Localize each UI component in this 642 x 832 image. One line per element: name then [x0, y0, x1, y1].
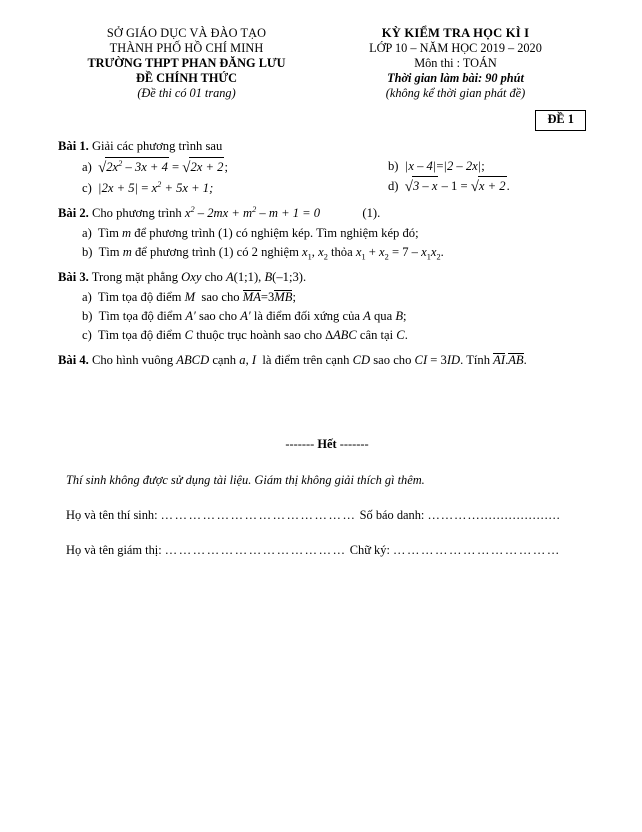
item-terminator: ;: [224, 160, 228, 175]
can-tai: cân tại: [359, 327, 394, 342]
abs-bar: |: [433, 159, 436, 173]
header-page-count-line: (Đề thi có 01 trang): [137, 86, 236, 100]
equals-sign: =: [436, 159, 444, 173]
point-B: B: [264, 269, 273, 284]
p4-pre: Cho hình vuông: [91, 352, 174, 367]
dot-product-operator: .: [505, 352, 509, 367]
abs-bar: |: [98, 181, 102, 196]
item-marker-b: b): [82, 308, 93, 323]
exam-code-row: [0, 110, 642, 131]
abs-bar: |: [405, 159, 408, 173]
signature-dots[interactable]: ………………………………: [393, 542, 561, 557]
var-m: m: [122, 226, 132, 241]
header-left-column: [52, 26, 321, 101]
invigilator-name-label: Họ và tên giám thị:: [66, 542, 162, 557]
plane-oxy: Oxy: [181, 269, 202, 284]
problem-4-label: Bài 4.: [58, 352, 89, 367]
segment-CI: CI: [414, 352, 428, 367]
sqrt-icon: [98, 157, 169, 179]
sqrt-argument: $2x^2 - 3x + 4$: [105, 157, 169, 177]
equals-sign: =: [141, 181, 149, 196]
comma: ,: [258, 269, 262, 284]
invigilator-name-dots[interactable]: …………………………………: [164, 542, 347, 557]
point-I: I: [251, 352, 257, 367]
point-A: A: [225, 269, 234, 284]
tinh-word: . Tính: [460, 352, 491, 367]
het-word: Hết: [317, 436, 337, 451]
root-x1: $x_1$: [302, 245, 312, 262]
sqrt-icon: [182, 157, 224, 179]
relation-x1x2: $x_1x_2$: [421, 245, 441, 262]
radical-sign: √: [404, 178, 413, 195]
sqrt-icon: [471, 176, 507, 198]
abs-bar: |: [478, 159, 481, 173]
problem-1-item-b: [388, 157, 596, 176]
problem-2-equation-tag: (1): [362, 206, 378, 221]
header-subject: Môn thi : TOÁN: [414, 56, 497, 71]
item-marker-a: a): [82, 289, 92, 304]
segment-ID: ID: [446, 352, 461, 367]
root-x2: $x_2$: [318, 245, 328, 262]
absolute-value-group: [405, 157, 437, 176]
plus-sign: +: [368, 245, 376, 260]
item-marker-c: c): [82, 327, 92, 342]
item-terminator: ;: [403, 308, 407, 323]
exam-content: [0, 138, 642, 558]
abs-bar: |: [443, 159, 447, 173]
exam-rules-note: Thí sinh không được sử dụng tài liệu. Giám thị không giải thích gì thêm.: [66, 472, 425, 487]
header-grade-year: LỚP 10 – NĂM HỌC 2019 – 2020: [369, 41, 542, 56]
side-a: a: [239, 352, 246, 367]
problem-1-items: [58, 157, 596, 198]
segment-CD: CD: [352, 352, 371, 367]
p4-mid: là điểm trên cạnh: [262, 352, 350, 367]
problem-2: [58, 205, 596, 262]
problem-3-item-a: [58, 288, 596, 307]
point-M: M: [184, 289, 196, 304]
item-marker-a: a): [82, 160, 92, 175]
item-terminator: .: [440, 245, 444, 260]
problem-2-equation: $x^2 - 2mx + m^2 - m + 1 = 0$: [184, 205, 321, 221]
problem-2-item-b-mid: để phương trình (1) có 2 nghiệm: [135, 245, 299, 260]
signature-label: Chữ ký:: [349, 542, 390, 557]
candidate-number-dots[interactable]: …………....................: [427, 507, 561, 522]
candidate-name-label: Họ và tên thí sinh:: [66, 507, 158, 522]
problem-1-item-a: [58, 157, 388, 179]
page-header: [0, 0, 642, 101]
problem-3-label: Bài 3.: [58, 269, 89, 284]
header-city-line: THÀNH PHỐ HỒ CHÍ MINH: [109, 41, 264, 55]
abs-bar: |: [135, 181, 138, 196]
thoa-word: thỏa: [331, 245, 353, 260]
sqrt-argument: x + 2: [478, 176, 507, 196]
problem-3-pre: Trong mặt phẳng: [91, 269, 179, 284]
equals-seven-minus: = 7 –: [391, 245, 418, 260]
p3c-mid: thuộc trục hoành sao cho: [196, 327, 323, 342]
het-dash-left: -------: [285, 436, 315, 451]
header-school-line: TRƯỜNG THPT PHAN ĐĂNG LƯU: [87, 56, 286, 70]
point-C: C: [396, 327, 405, 342]
qua-word: qua: [374, 308, 393, 323]
p3a-pre: Tìm tọa độ điểm: [97, 289, 182, 304]
cho-word: cho: [204, 269, 223, 284]
point-B: B: [395, 308, 404, 323]
comma: ,: [311, 245, 315, 260]
sqrt-argument: 3 – x: [412, 176, 438, 196]
point-B-coords: (–1;3): [272, 269, 303, 284]
triangle-ABC: ∆ABC: [325, 327, 357, 342]
problem-1-header: [58, 138, 596, 155]
abs-inner: 2 – 2x: [446, 159, 478, 173]
p3c-pre: Tìm tọa độ điểm: [97, 327, 182, 342]
problem-3-item-b: [58, 307, 596, 326]
point-A-prime: A′: [185, 308, 196, 323]
relation-expression: $x_1$: [355, 245, 366, 262]
p3a-mid: sao cho: [201, 289, 240, 304]
radical-sign: √: [182, 160, 191, 176]
equals-sign: =: [260, 289, 268, 304]
problem-1-left-column: [58, 157, 388, 198]
invigilator-name-line: [58, 543, 596, 558]
absolute-value-group: [443, 157, 481, 176]
p3b-mid2: là điểm đối xứng của: [253, 308, 360, 323]
problem-1-item-c: [58, 179, 388, 198]
vector-MA: MA: [242, 289, 261, 304]
problem-2-item-b: [58, 243, 596, 262]
item-marker-c: c): [82, 181, 92, 196]
problem-1-label: Bài 1.: [58, 139, 89, 153]
candidate-number-label: Số báo danh:: [359, 507, 425, 522]
abs-inner: x – 4: [408, 159, 433, 173]
abs-inner: 2x + 5: [101, 181, 135, 196]
saocho-word: sao cho: [373, 352, 412, 367]
var-m: m: [122, 245, 132, 260]
problem-4: [58, 352, 596, 369]
problem-2-items: [58, 224, 596, 262]
period: .: [523, 352, 527, 367]
header-duration: Thời gian làm bài: 90 phút: [387, 71, 524, 86]
radical-sign: √: [470, 178, 479, 195]
radical-sign: √: [98, 160, 107, 176]
problem-1-prompt: Giải các phương trình sau: [91, 139, 223, 153]
equals-three: = 3: [430, 352, 447, 367]
problem-2-label: Bài 2.: [58, 206, 89, 221]
sqrt-argument: 2x + 2: [189, 157, 224, 177]
problem-2-item-a-text: Tìm m để phương trình (1) có nghiệm kép. Tìm nghiệm kép đó;: [97, 226, 419, 241]
period: .: [404, 327, 408, 342]
comma: ,: [245, 352, 249, 367]
candidate-name-dots[interactable]: ……………………………………: [160, 507, 357, 522]
p3b-pre: Tìm tọa độ điểm: [98, 308, 183, 323]
problem-2-item-b-pre: Tìm: [98, 245, 120, 260]
problem-2-prompt: Cho phương trình: [91, 206, 182, 221]
point-A-prime: A′: [240, 308, 251, 323]
het-dash-right: -------: [339, 436, 369, 451]
poly-expression: $x^2 + 5x + 1$;: [151, 180, 214, 196]
problem-2-equation-tag-end: .: [377, 206, 381, 221]
vector-AI: AI: [493, 352, 506, 367]
problem-1-item-d: [388, 176, 596, 198]
item-marker-b: b): [82, 245, 93, 260]
problem-1-right-column: [388, 157, 596, 198]
header-official-line: ĐỀ CHÍNH THỨC: [135, 71, 238, 85]
item-terminator: ;: [292, 289, 296, 304]
equals-sign: =: [172, 160, 180, 175]
end-of-exam-marker: [58, 437, 596, 452]
problem-3-item-c: [58, 326, 596, 345]
point-A-coords: (1;1): [233, 269, 259, 284]
problem-3-items: [58, 288, 596, 345]
problem-4-header: [58, 352, 596, 369]
problem-3: [58, 269, 596, 345]
candidate-name-line: [58, 508, 596, 523]
minus-one-equals: – 1 =: [441, 179, 468, 193]
sqrt-icon: [405, 176, 439, 198]
item-marker-d: d): [388, 179, 399, 193]
problem-2-header: [58, 205, 596, 222]
canh-word: cạnh: [212, 352, 237, 367]
header-right-column: [321, 26, 590, 101]
problem-2-item-a: [58, 224, 596, 243]
problem-3-header: [58, 269, 596, 286]
item-marker-a: a): [82, 226, 92, 241]
problem-1: [58, 138, 596, 198]
exam-code-box: ĐỀ 1: [535, 110, 586, 131]
item-terminator: .: [506, 179, 510, 193]
period: .: [302, 269, 307, 284]
relation-x2: $x_2$: [379, 245, 389, 262]
header-exam-title: KỲ KIỂM TRA HỌC KÌ I: [381, 26, 530, 40]
square-ABCD: ABCD: [176, 352, 210, 367]
scalar-three: 3: [268, 289, 275, 304]
vector-AB: AB: [508, 352, 524, 367]
p3b-mid1: sao cho: [198, 308, 238, 323]
absolute-value-group: [98, 179, 138, 198]
header-duration-note: (không kể thời gian phát đề): [385, 86, 526, 101]
item-terminator: ;: [481, 159, 485, 173]
point-C: C: [184, 327, 194, 342]
header-department-line: SỞ GIÁO DỤC VÀ ĐÀO TẠO: [106, 26, 267, 40]
item-marker-b: b): [388, 159, 399, 173]
point-A: A: [363, 308, 371, 323]
vector-MB: MB: [274, 289, 293, 304]
